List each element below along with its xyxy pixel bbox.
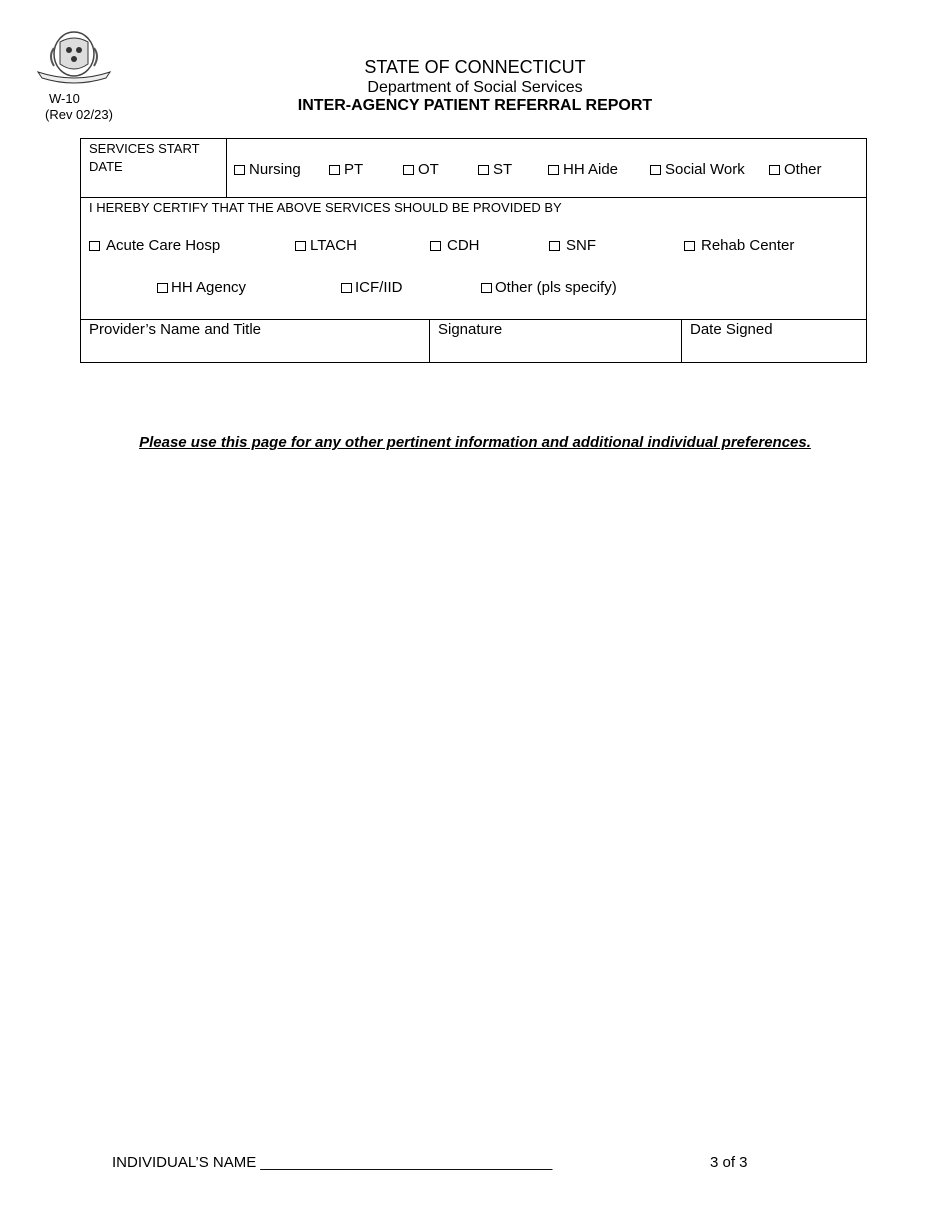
- checkbox-box: [89, 241, 100, 251]
- checkbox-label: HH Aide: [563, 161, 619, 178]
- checkbox-box: [295, 241, 306, 251]
- checkbox-box: [403, 165, 414, 175]
- checkbox-box: [234, 165, 245, 175]
- checkbox-box: [430, 241, 441, 251]
- checkbox-hh-aide[interactable]: [548, 161, 618, 178]
- checkbox-box: [481, 283, 492, 293]
- checkbox-label: CDH: [447, 237, 480, 254]
- state-heading: STATE OF CONNECTICUT: [364, 57, 586, 77]
- checkbox-pt[interactable]: [329, 161, 363, 178]
- checkbox-label: SNF: [566, 237, 596, 254]
- checkbox-ltach[interactable]: [295, 237, 357, 254]
- checkbox-label: Nursing: [249, 161, 301, 178]
- checkbox-label: Social Work: [665, 161, 745, 178]
- form-revision: (Rev 02/23): [45, 107, 113, 122]
- checkbox-label: PT: [344, 161, 364, 178]
- date-signed-field[interactable]: Date Signed: [690, 321, 773, 338]
- signature-field[interactable]: Signature: [438, 321, 503, 338]
- checkbox-st[interactable]: [478, 161, 512, 178]
- checkbox-label: ST: [493, 161, 513, 178]
- checkbox-nursing[interactable]: [234, 161, 301, 178]
- checkbox-box: [769, 165, 780, 175]
- certify-statement: I HEREBY CERTIFY THAT THE ABOVE SERVICES SHOULD BE PROVIDED BY: [89, 200, 562, 215]
- checkbox-label: LTACH: [310, 237, 357, 254]
- checkbox-label: ICF/IID: [355, 279, 403, 296]
- checkbox-label: Rehab Center: [701, 237, 795, 254]
- checkbox-box: [684, 241, 695, 251]
- checkbox-other-specify[interactable]: [481, 279, 617, 296]
- checkbox-rehab-center[interactable]: [684, 237, 794, 254]
- checkbox-other-service[interactable]: [769, 161, 822, 178]
- checkbox-ot[interactable]: [403, 161, 439, 178]
- referral-form-table: [80, 138, 867, 363]
- checkbox-box: [341, 283, 352, 293]
- checkbox-label: Other (pls specify): [495, 279, 617, 296]
- column-divider: [429, 319, 430, 362]
- checkbox-box: [478, 165, 489, 175]
- checkbox-snf[interactable]: [549, 237, 596, 254]
- checkbox-box: [549, 241, 560, 251]
- column-divider: [226, 139, 227, 197]
- page-title: INTER-AGENCY PATIENT REFERRAL REPORT: [297, 97, 653, 114]
- checkbox-acute-care-hosp[interactable]: [89, 237, 220, 254]
- form-number: W-10: [49, 91, 80, 106]
- row-divider: [81, 319, 866, 320]
- checkbox-box: [650, 165, 661, 175]
- individual-name-field[interactable]: INDIVIDUAL’S NAME ___________________________________: [112, 1154, 553, 1171]
- checkbox-hh-agency[interactable]: [157, 279, 246, 296]
- department-heading: Department of Social Services: [367, 79, 583, 96]
- row-divider: [81, 197, 866, 198]
- checkbox-label: Other: [784, 161, 822, 178]
- checkbox-box: [157, 283, 168, 293]
- provider-name-field[interactable]: Provider’s Name and Title: [89, 321, 262, 338]
- checkbox-label: OT: [418, 161, 439, 178]
- checkbox-box: [329, 165, 340, 175]
- services-start-date-label: SERVICES START DATE: [89, 141, 200, 174]
- checkbox-label: HH Agency: [171, 279, 247, 296]
- checkbox-social-work[interactable]: [650, 161, 745, 178]
- checkbox-cdh[interactable]: [430, 237, 480, 254]
- checkbox-icf-iid[interactable]: [341, 279, 403, 296]
- page-number: 3 of 3: [710, 1154, 748, 1171]
- column-divider: [681, 319, 682, 362]
- checkbox-label: Acute Care Hosp: [106, 237, 221, 254]
- checkbox-box: [548, 165, 559, 175]
- instruction-note: Please use this page for any other pertinent information and additional individual preferences.: [139, 434, 811, 451]
